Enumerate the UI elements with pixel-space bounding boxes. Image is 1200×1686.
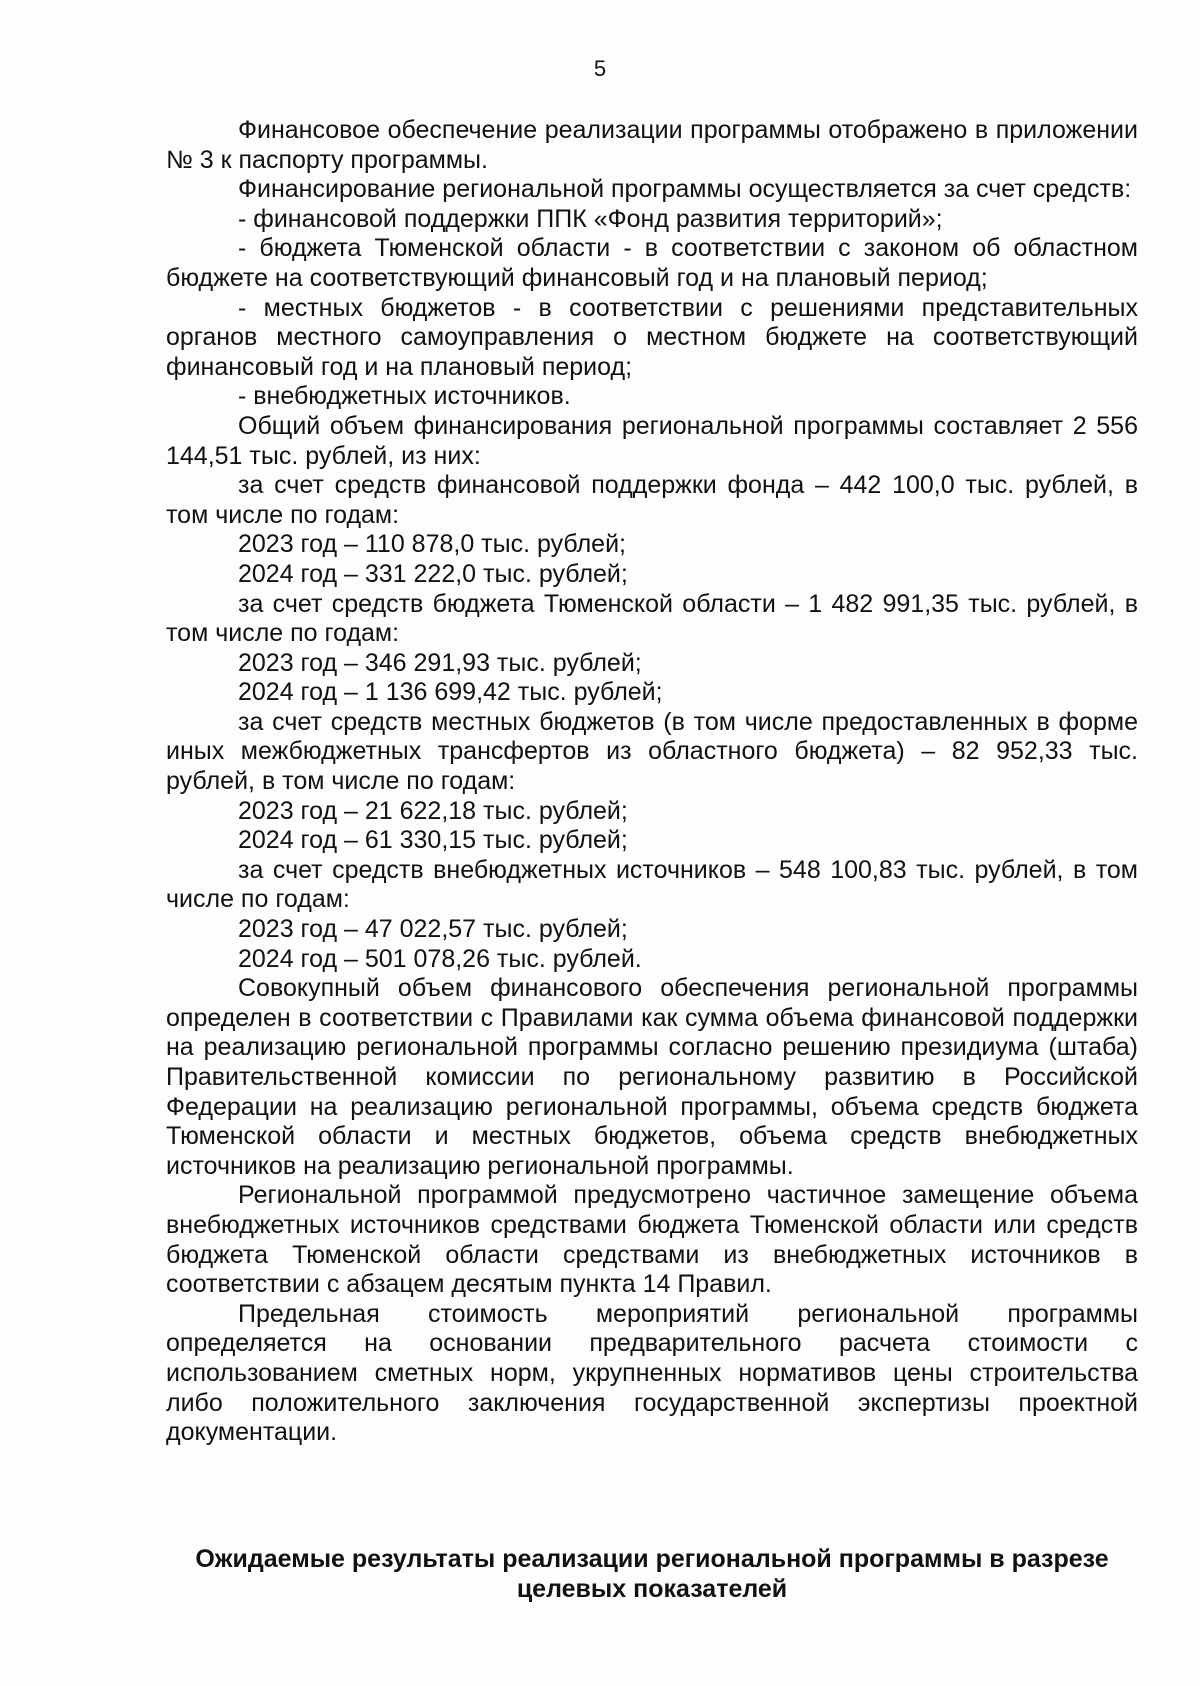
paragraph: 2024 год – 501 078,26 тыс. рублей. bbox=[238, 944, 642, 973]
paragraph: 2023 год – 346 291,93 тыс. рублей; bbox=[238, 648, 642, 677]
paragraph: за счет средств внебюджетных источников – 548 100,83 тыс. рублей, в том числе по годам: bbox=[166, 855, 1138, 914]
paragraph: Общий объем финансирования региональной программы составляет 2 556 144,51 тыс. рублей, из них: bbox=[166, 411, 1138, 470]
section-heading-line: целевых показателей bbox=[516, 1575, 788, 1603]
paragraph: за счет средств финансовой поддержки фонда – 442 100,0 тыс. рублей, в том числе по годам: bbox=[166, 471, 1138, 529]
paragraph: 2024 год – 1 136 699,42 тыс. рублей; bbox=[238, 678, 663, 707]
paragraph: - местных бюджетов - в соответствии с решениями представительных органов местного самоуправления о местном бюджете на соответствующий финансовый год и на плановый период; bbox=[166, 293, 1138, 381]
paragraph: Предельная стоимость мероприятий региональной программы определяется на основании предварительного расчета стоимости с использованием сметных норм, укрупненных нормативов цены строительства либо положительного заключения государственной экспертизы проектной документации. bbox=[166, 1299, 1138, 1447]
paragraph: за счет средств местных бюджетов (в том числе предоставленных в форме иных межбюджетных трансфертов из областного бюджета) – 82 952,33 тыс. рублей, в том числе по годам: bbox=[166, 707, 1138, 796]
paragraph: Региональной программой предусмотрено частичное замещение объема внебюджетных источников средствами бюджета Тюменской области или средств бюджета Тюменской области средствами из внебюджетных источников в соответствии с абзацем десятым пункта 14 Правил. bbox=[166, 1181, 1138, 1299]
paragraph: 2023 год – 110 878,0 тыс. рублей; bbox=[238, 530, 626, 559]
paragraph: - бюджета Тюменской области - в соответствии с законом об областном бюджете на соответствующий финансовый год и на плановый период; bbox=[166, 234, 1138, 292]
document-body bbox=[166, 116, 1138, 1448]
section-heading bbox=[166, 1544, 1138, 1604]
paragraph: 2024 год – 61 330,15 тыс. рублей; bbox=[238, 826, 628, 855]
page-number: 5 bbox=[593, 56, 607, 81]
paragraph: 2023 год – 21 622,18 тыс. рублей; bbox=[238, 796, 628, 825]
paragraph: 2023 год – 47 022,57 тыс. рублей; bbox=[238, 915, 628, 944]
paragraph: Финансовое обеспечение реализации программы отображено в приложении № 3 к паспорту программы. bbox=[166, 116, 1138, 174]
paragraph: - финансовой поддержки ППК «Фонд развития территорий»; bbox=[238, 204, 943, 233]
paragraph: Совокупный объем финансового обеспечения региональной программы определен в соответствии с Правилами как сумма объема финансовой поддержки на реализацию региональной программы согласно решению президиума (штаба) Правительственной комиссии по региональному развитию в Российской Федерации на реализацию региональной программы, объема средств бюджета Тюменской области и местных бюджетов, объема средств внебюджетных источников на реализацию региональной программы. bbox=[166, 974, 1138, 1180]
paragraph: 2024 год – 331 222,0 тыс. рублей; bbox=[238, 559, 628, 588]
paragraph: Финансирование региональной программы осуществляется за счет средств: bbox=[238, 175, 1132, 204]
paragraph: - внебюджетных источников. bbox=[238, 382, 571, 411]
paragraph: за счет средств бюджета Тюменской области – 1 482 991,35 тыс. рублей, в том числе по годам: bbox=[166, 589, 1138, 648]
section-heading-line: Ожидаемые результаты реализации региональной программы в разрезе bbox=[195, 1545, 1109, 1573]
